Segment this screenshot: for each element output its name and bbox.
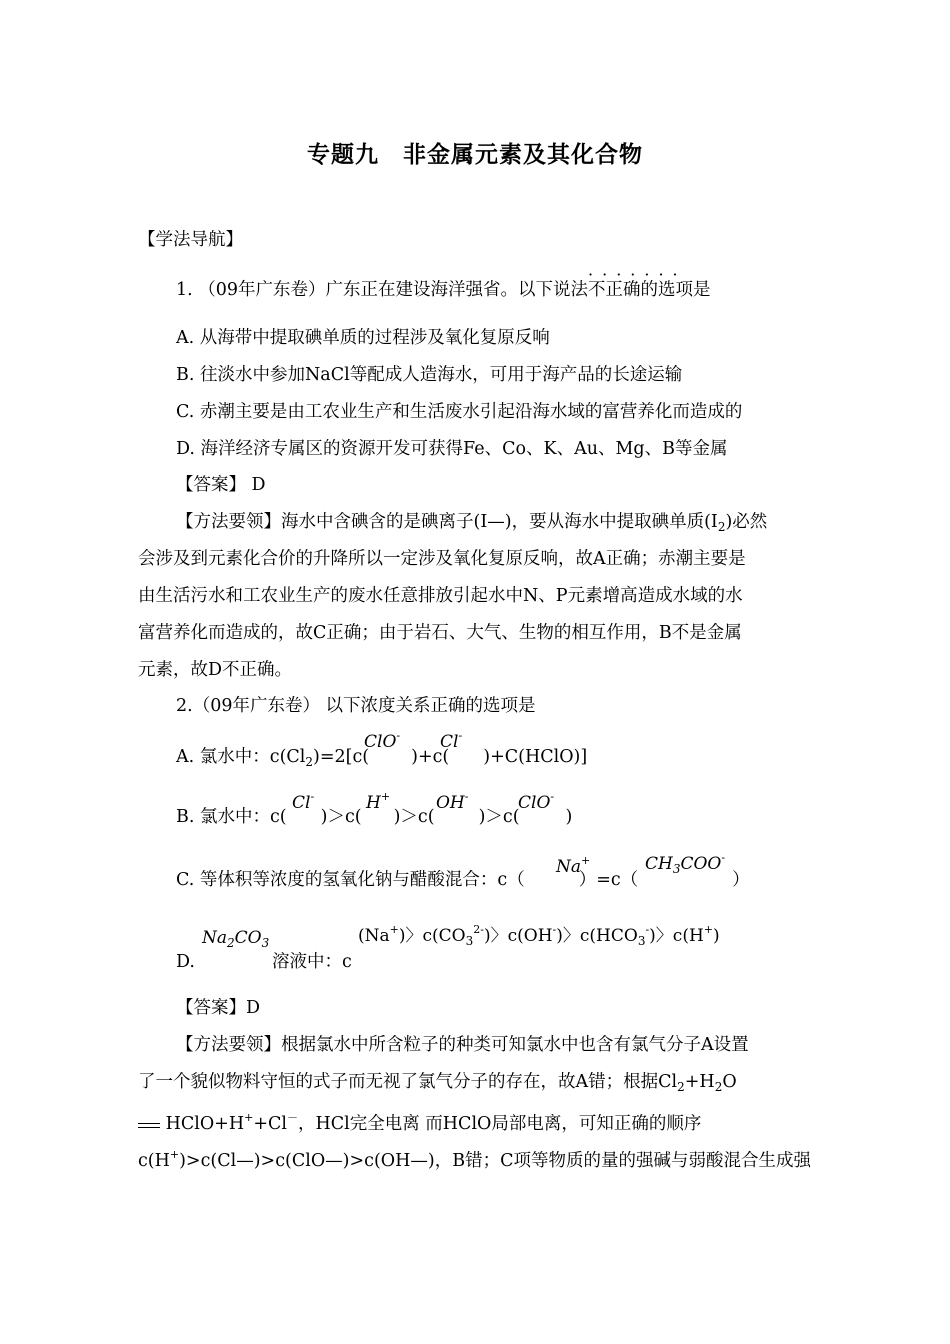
q1-method-line-2: 会涉及到元素化合价的升降所以一定涉及氧化复原反响，故A正确；赤潮主要是: [138, 549, 746, 569]
q2-answer: 【答案】D: [176, 998, 261, 1018]
emphasis-dots: ·······: [588, 265, 687, 284]
formula-order-d: (Na+)〉$c(CO_3^{2-})$〉c(OH-)〉$c(HCO_3^-)$〉c(H+): [358, 923, 720, 948]
q1-option-a: A. 从海带中提取碘单质的过程涉及氧化复原反响: [176, 328, 550, 348]
q2-option-c: C. 等体积等浓度的氢氧化钠与醋酸混合：c（ ）=c（ ）: [176, 870, 750, 890]
formula-oh: OH-: [436, 790, 469, 813]
q1-option-d: D. 海洋经济专属区的资源开发可获得Fe、Co、K、Au、Mg、B等金属: [176, 439, 728, 459]
formula-h: H+: [366, 790, 391, 813]
q2-method-line-4: c(H+)>c(Cl—)>c(ClO—)>c(OH—)，B错；C项等物质的量的强碱与弱酸混合生成强: [138, 1148, 811, 1171]
q1-method-line-5: 元素，故D不正确。: [138, 660, 293, 680]
q2-option-d-text: 溶液中：c: [272, 952, 352, 972]
q1-option-b: B. 往淡水中参加NaCl等配成人造海水，可用于海产品的长途运输: [176, 365, 683, 385]
page-title: 专题九 非金属元素及其化合物: [307, 142, 643, 168]
q2-method-line-1: 【方法要领】根据氯水中所含粒子的种类可知氯水中也含有氯气分子A设置: [176, 1035, 749, 1055]
formula-cl: Cl-: [440, 729, 463, 752]
q2-option-b: B. 氯水中：c( )＞c( )＞c( )＞c( ): [176, 807, 573, 827]
q1-method-line-1: 【方法要领】海水中含碘含的是碘离子(I—)，要从海水中提取碘单质$(I_2)$必然: [176, 512, 768, 534]
q2-option-d-label: D.: [176, 952, 195, 972]
q2-stem: 2.（09年广东卷） 以下浓度关系正确的选项是: [176, 696, 536, 716]
q1-option-c: C. 赤潮主要是由工农业生产和生活废水引起沿海水域的富营养化而造成的: [176, 402, 743, 422]
formula-ch3coo: $CH_3COO^-$: [645, 851, 726, 876]
q2-option-a: A. 氯水中：$c(Cl_2)=2[c$( )+c( )+C(HClO)]: [176, 747, 588, 769]
equilibrium-arrow-icon: [138, 1120, 160, 1130]
formula-na: Na+: [556, 854, 591, 877]
q1-answer: 【答案】 D: [176, 475, 266, 495]
q2-method-line-3: HClO+H++Cl－，HCl完全电离 而HClO局部电离，可知正确的顺序: [138, 1106, 701, 1136]
q1-emphasis: ······· 不正确的选项: [588, 265, 694, 300]
q1-method-line-3: 由生活污水和工农业生产的废水任意排放引起水中N、P元素增高造成水域的水: [138, 586, 743, 606]
formula-clo: ClO-: [364, 729, 401, 752]
q1-method-line-4: 富营养化而造成的，故C正确；由于岩石、大气、生物的相互作用，B不是金属: [138, 623, 742, 643]
q2-method-line-2: 了一个貌似物料守恒的式子而无视了氯气分子的存在，故A错；根据$Cl_2+H_2O$: [138, 1072, 737, 1094]
formula-na2co3: $Na_2CO_3$: [202, 928, 270, 950]
formula-cl: Cl-: [292, 790, 315, 813]
q1-stem: 1. （09年广东卷）广东正在建设海洋强省。以下说法 ······· 不正确的选项是: [176, 265, 711, 300]
section-heading: 【学法导航】: [138, 230, 243, 250]
formula-clo: ClO-: [518, 790, 555, 813]
